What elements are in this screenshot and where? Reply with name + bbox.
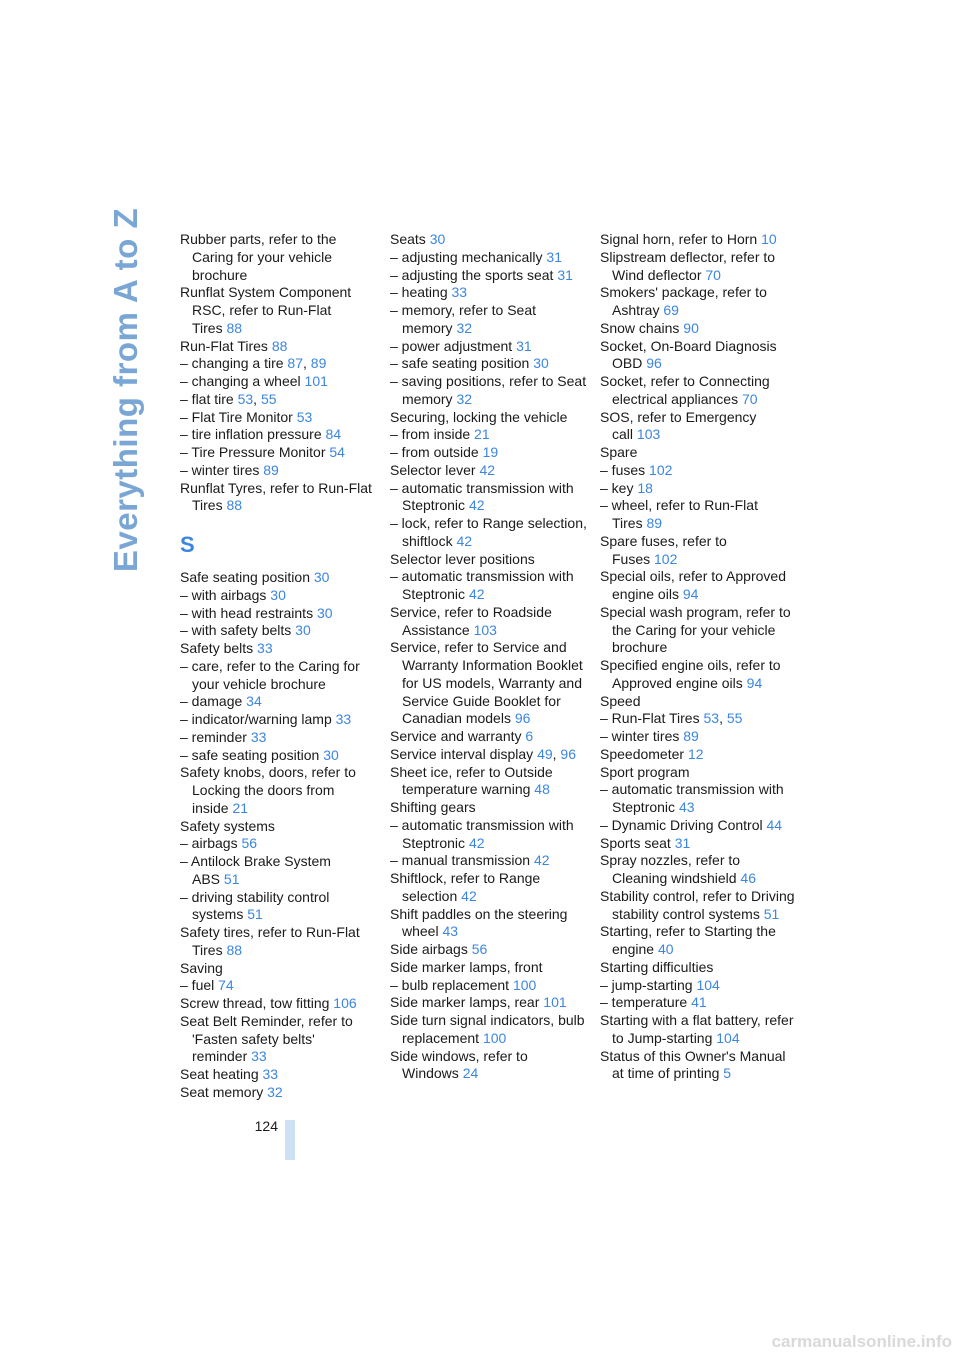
side-title [101,207,151,573]
page-reference-link[interactable]: 102 [649,461,673,478]
index-entry-text: Status of this Owner's Manual at time of printing [600,1047,786,1082]
index-entry [180,409,380,427]
index-entry-text: – wheel, refer to Run-Flat Tires [600,497,758,531]
index-entry-text: – fuel [180,977,215,994]
page-number-bar [285,1120,295,1160]
index-entry-text: Selector lever positions [390,550,535,567]
page-reference-link[interactable]: 33 [262,1066,279,1082]
index-entry-text: Seat memory [180,1083,264,1100]
page-reference-link[interactable]: 24 [462,1065,479,1082]
page-reference-link[interactable]: 5 [723,1065,732,1082]
index-entry [390,728,590,746]
index-entry-text: Socket, refer to Connecting electrical appliances [600,373,770,407]
index-entry-text: – safe seating position [390,355,530,372]
page-reference-link[interactable]: 55 [726,710,743,727]
page-separator: , [303,355,311,372]
index-entry [180,835,380,853]
page-reference-link[interactable]: 89 [683,728,699,744]
index-entry-text: Rubber parts, refer to the Caring for your vehicle brochure [180,231,337,283]
index-entry-text: Safety tires, refer to Run-Flat Tires [180,924,360,958]
page-reference-link[interactable]: 32 [456,319,473,336]
index-entry [180,853,380,889]
index-entry [600,1012,795,1048]
page-reference-link[interactable]: 89 [263,461,279,478]
index-entry-text: – adjusting the sports seat [390,266,554,283]
page-reference-link[interactable]: 101 [304,373,328,389]
index-entry [180,569,380,587]
page-reference-link[interactable]: 43 [442,923,459,940]
index-entry-text: – winter tires [180,461,260,478]
page-reference-link[interactable]: 43 [678,799,695,815]
index-entry-text: Snow chains [600,319,680,336]
index-entry-text: – lock, refer to Range selection, shiftlock [390,515,587,549]
page-reference-link[interactable]: 31 [516,337,532,354]
index-entry [390,302,590,338]
index-entry [390,249,590,267]
index-entry-text: – safe seating position [180,746,320,763]
page-reference-link[interactable]: 56 [471,941,488,957]
index-entry [600,480,795,498]
index-entry-text: Safe seating position [180,569,310,585]
page-reference-link[interactable]: 90 [683,319,699,336]
index-entry [600,781,795,817]
page-reference-link[interactable]: 100 [482,1029,507,1046]
page-reference-link[interactable]: 51 [223,870,240,887]
index-entry-text: – flat tire [180,390,234,407]
page-reference-link[interactable]: 32 [456,390,473,407]
index-entry [600,533,795,569]
page-reference-link[interactable]: 70 [705,266,721,283]
index-entry-text: Slipstream deflector, refer to Wind deflector [600,248,776,283]
watermark: carmanualsonline.info [771,1332,952,1351]
index-entry [180,284,380,337]
index-entry [180,747,380,765]
index-entry-text: – memory, refer to Seat memory [390,302,537,336]
index-entry [600,568,795,604]
index-entry-text: Side marker lamps, front [390,958,543,975]
index-entry-text: – Tire Pressure Monitor [180,444,326,460]
page-number: 124 [254,1118,278,1134]
page-reference-link[interactable]: 30 [316,604,333,621]
index-entry-text: – temperature [600,994,688,1011]
page-reference-link[interactable]: 94 [682,586,699,602]
index-entry [390,977,590,995]
page-reference-link[interactable]: 30 [295,622,311,639]
index-entry-text: – changing a tire [180,355,284,372]
index-entry [390,604,590,640]
page-reference-link[interactable]: 104 [716,1029,740,1046]
index-entry-text: Run-Flat Tires [180,337,268,354]
page-reference-link[interactable]: 100 [512,976,537,993]
index-entry-text: – care, refer to the Caring for your vehicle brochure [180,657,360,692]
side-title-text: Everything from A to Z [107,207,144,573]
index-entry-text: – Flat Tire Monitor [180,408,293,425]
page-reference-link[interactable]: 30 [323,746,339,763]
index-entry-text: – automatic transmission with Steptronic [390,479,574,514]
index-entry [390,462,590,480]
index-entry-text: – automatic transmission with Steptronic [600,781,784,815]
page-reference-link[interactable]: 88 [226,319,243,336]
index-entry-text: Shift paddles on the steering wheel [390,905,568,940]
page-reference-link[interactable]: 103 [636,426,661,443]
page-reference-link[interactable]: 104 [696,976,720,993]
index-entry [600,959,795,977]
index-entry-text: – from outside [390,444,479,460]
index-entry [390,764,590,800]
index-entry [600,710,795,728]
page-reference-link[interactable]: 88 [271,337,288,354]
page-reference-link[interactable]: 51 [247,906,263,923]
index-entry [390,551,590,569]
index-entry-text: – driving stability control systems [180,888,330,923]
page-reference-link[interactable]: 42 [533,852,550,869]
index-entry-text: Stability control, refer to Driving stability control systems [600,887,795,922]
index-entry-text: – jump-starting [600,976,693,993]
page-reference-link[interactable]: 42 [468,497,485,514]
index-entry-text: Shiftlock, refer to Range selection [390,870,541,904]
page-reference-link[interactable]: 19 [482,444,499,460]
index-entry [180,818,380,836]
page-reference-link[interactable]: 48 [534,781,550,798]
index-entry-text: Specified engine oils, refer to Approved engine oils [600,657,781,691]
index-entry [390,480,590,516]
index-entry [180,480,380,516]
index-entry [390,515,590,551]
index-entry-text: Starting with a flat battery, refer to Jump-starting [600,1012,794,1046]
page-reference-link[interactable]: 46 [740,870,756,886]
index-entry-text: Spare [600,444,638,460]
page-reference-link[interactable]: 88 [226,497,243,514]
index-entry [180,889,380,925]
index-entry-text: Spray nozzles, refer to Cleaning windshield [600,852,741,886]
page-reference-link[interactable]: 6 [525,728,534,744]
page-reference-link[interactable]: 89 [646,515,663,531]
page-reference-link[interactable]: 53 [296,408,313,425]
index-entry [390,373,590,409]
index-entry [600,462,795,480]
page-reference-link[interactable]: 33 [257,640,273,656]
page-reference-link[interactable]: 55 [260,390,277,407]
index-entry-text: Sheet ice, refer to Outside temperature warning [390,763,553,798]
index-entry-text: – saving positions, refer to Seat memory [390,373,587,407]
index-entry [600,284,795,320]
index-entry [180,444,380,462]
page-reference-link[interactable]: 41 [691,994,707,1011]
index-entry-text: – from inside [390,426,471,443]
index-entry [600,497,795,533]
page-reference-link[interactable]: 42 [456,532,473,549]
page-reference-link[interactable]: 18 [637,479,653,496]
index-entry-text: Sport program [600,763,690,780]
index-entry-text: – Dynamic Driving Control [600,816,763,833]
page-reference-link[interactable]: 96 [646,355,662,372]
index-entry [390,852,590,870]
index-entry-text: – fuses [600,461,646,478]
page-reference-link[interactable]: 53 [237,390,254,407]
index-entry [600,728,795,746]
index-entry [390,870,590,906]
page-separator: , [719,710,727,727]
index-entry-text: Seat Belt Reminder, refer to 'Fasten safety belts' reminder [180,1012,353,1065]
section-letter: S [180,532,195,557]
index-entry-text: Sports seat [600,834,671,851]
page-separator: , [552,745,561,762]
index-entry-text: – damage [180,693,243,710]
index-entry [180,995,380,1013]
page-reference-link[interactable]: 96 [514,710,531,727]
index-entry [180,1013,380,1066]
page-reference-link[interactable]: 49 [537,745,553,762]
index-entry [180,960,380,978]
index-entry-text: Securing, locking the vehicle [390,408,568,425]
index-entry [180,231,380,284]
page-reference-link[interactable]: 21 [474,426,490,443]
index-entry [600,604,795,657]
index-entry [390,1012,590,1048]
page-reference-link[interactable]: 53 [703,710,720,727]
index-entry-text: Safety belts [180,640,254,656]
index-entry [390,994,590,1012]
index-entry [180,977,380,995]
page-reference-link[interactable]: 96 [560,745,576,762]
index-entry-text: Safety systems [180,817,275,834]
index-entry-text: – indicator/warning lamp [180,711,332,727]
index-entry [600,373,795,409]
page-reference-link[interactable]: 102 [654,550,678,567]
page-reference-link[interactable]: 34 [246,693,262,710]
index-entry [180,605,380,623]
page-reference-link[interactable]: 30 [313,569,330,585]
index-entry-text: – adjusting mechanically [390,248,543,265]
page-reference-link[interactable]: 69 [663,302,679,318]
page-reference-link[interactable]: 103 [473,621,497,638]
index-entry-text: – winter tires [600,728,680,744]
index-entry-text: – heating [390,284,448,301]
index-entry [600,764,795,782]
index-entry [180,338,380,356]
index-entry-text: Service and warranty [390,728,522,744]
page-reference-link[interactable]: 33 [251,1048,267,1065]
index-entry [180,924,380,960]
index-entry-text: Seats [390,231,426,247]
index-entry [180,658,380,694]
page-reference-link[interactable]: 88 [226,941,243,958]
index-entry [180,426,380,444]
index-entry-text: – manual transmission [390,852,531,869]
index-entry [180,729,380,747]
index-entry-text: Starting, refer to Starting the engine [600,923,776,957]
index-entry [600,249,795,285]
index-entry [600,444,795,462]
index-entry [600,817,795,835]
index-entry [390,284,590,302]
page-reference-link[interactable]: 70 [741,390,758,407]
index-entry [180,462,380,480]
page-reference-link[interactable]: 74 [218,977,234,994]
index-entry-text: – bulb replacement [390,976,510,993]
index-entry [180,373,380,391]
index-entry-text: Signal horn, refer to Horn [600,231,758,247]
page-reference-link[interactable]: 42 [479,461,496,478]
index-entry-text: Shifting gears [390,799,476,815]
index-entry [600,231,795,249]
page-reference-link[interactable]: 87 [287,355,303,372]
page-reference-link[interactable]: 30 [429,231,446,247]
index-entry-text: – airbags [180,835,238,852]
index-entry [180,587,380,605]
index-entry-text: – with head restraints [180,604,314,621]
index-entry [180,693,380,711]
index-entry [600,1048,795,1084]
index-entry-text: Side windows, refer to Windows [390,1047,528,1082]
index-entry [600,835,795,853]
index-entry [390,817,590,853]
index-entry-text: Service interval display [390,745,534,762]
page-reference-link[interactable]: 31 [674,834,691,851]
page-reference-link[interactable]: 12 [687,745,704,762]
index-entry-text: Side turn signal indicators, bulb replacement [390,1012,585,1046]
index-entry [390,568,590,604]
page-reference-link[interactable]: 31 [546,248,562,265]
page-reference-link[interactable]: 33 [250,728,267,745]
page-reference-link[interactable]: 84 [325,426,342,443]
index-entry [600,409,795,445]
index-entry [600,657,795,693]
index-entry [390,409,590,427]
index-entry-text: Starting difficulties [600,958,714,975]
index-entry-text: – with airbags [180,586,267,603]
index-entry [600,977,795,995]
index-entry-text: Service, refer to Service and Warranty Information Booklet for US models, Warranty and Service Guide Booklet for Canadian models [390,639,583,727]
index-entry [600,852,795,888]
page-reference-link[interactable]: 33 [335,711,352,727]
page-reference-link[interactable]: 106 [333,995,357,1011]
index-entry [180,640,380,658]
index-entry-text: Speed [600,692,641,709]
page-reference-link[interactable]: 51 [763,905,780,922]
page-reference-link[interactable]: 42 [468,586,485,602]
index-entry-text: Side marker lamps, rear [390,994,540,1011]
page-reference-link[interactable]: 30 [533,355,549,372]
index-entry [180,1084,380,1102]
index-entry [390,799,590,817]
index-entry-text: – power adjustment [390,337,513,354]
page-reference-link[interactable]: 31 [557,266,573,283]
index-entry [390,746,590,764]
index-entry [390,267,590,285]
index-entry [600,923,795,959]
index-entry [180,764,380,817]
page-reference-link[interactable]: 32 [267,1083,283,1100]
index-entry-text: Speedometer [600,745,685,762]
page-reference-link[interactable]: 30 [270,586,286,603]
index-entry-text: Screw thread, tow fitting [180,995,330,1011]
page-reference-link[interactable]: 10 [761,231,777,247]
index-entry-text: Side airbags [390,941,468,957]
index-entry-text: Runflat Tyres, refer to Run-Flat Tires [180,479,372,514]
index-entry [180,355,380,373]
index-entry [600,746,795,764]
index-entry [600,320,795,338]
index-entry [390,941,590,959]
index-entry [390,639,590,728]
index-entry [600,994,795,1012]
index-entry-text: – changing a wheel [180,373,301,389]
index-entry-text: Smokers' package, refer to Ashtray [600,284,767,318]
index-entry-text: Safety knobs, doors, refer to Locking the doors from inside [180,764,356,816]
index-entry-text: Socket, On-Board Diagnosis OBD [600,337,777,372]
index-column-2 [390,231,590,1083]
index-entry [390,338,590,356]
page-reference-link[interactable]: 42 [461,887,477,904]
page-reference-link[interactable]: 40 [657,941,674,957]
index-entry [390,355,590,373]
index-entry [180,391,380,409]
page-reference-link[interactable]: 44 [766,816,783,833]
index-entry-text: – key [600,479,634,496]
index-entry-text: Seat heating [180,1066,259,1082]
index-entry-text: Spare fuses, refer to Fuses [600,532,727,567]
page-reference-link[interactable]: 89 [310,355,327,372]
page-separator: , [253,390,261,407]
index-entry-text: – Run-Flat Tires [600,710,700,727]
index-entry [390,444,590,462]
index-column-1 [180,231,380,1102]
index-entry [600,338,795,374]
index-entry-text: Special wash program, refer to the Caring for your vehicle brochure [600,603,791,656]
index-entry [180,711,380,729]
index-entry [390,959,590,977]
index-entry [390,906,590,942]
index-entry-text: – automatic transmission with Steptronic [390,816,574,851]
index-entry-text: – Antilock Brake System ABS [180,853,331,887]
page-reference-link[interactable]: 56 [241,835,258,852]
index-entry [600,693,795,711]
page-reference-link[interactable]: 54 [329,444,345,460]
page-reference-link[interactable]: 33 [451,284,468,301]
index-entry-text: Runflat System Component RSC, refer to Run-Flat Tires [180,284,352,336]
index-entry [390,231,590,249]
index-entry-text: – with safety belts [180,622,292,639]
index-entry-text: Special oils, refer to Approved engine oils [600,568,786,602]
index-entry-text: Selector lever [390,461,476,478]
page-reference-link[interactable]: 101 [543,994,567,1011]
index-column-3 [600,231,795,1083]
index-entry [180,622,380,640]
index-entry [390,426,590,444]
index-entry-text: Saving [180,959,223,976]
page-reference-link[interactable]: 42 [468,834,485,851]
index-entry [390,1048,590,1084]
index-entry-text: – tire inflation pressure [180,426,322,443]
index-entry-text: – reminder [180,728,247,745]
page-reference-link[interactable]: 94 [746,674,763,691]
index-entry [600,888,795,924]
page-reference-link[interactable]: 21 [232,799,249,816]
index-entry-text: SOS, refer to Emergency call [600,408,757,443]
index-entry-text: – automatic transmission with Steptronic [390,568,574,602]
index-entry-text: Service, refer to Roadside Assistance [390,603,552,638]
index-entry [180,1066,380,1084]
